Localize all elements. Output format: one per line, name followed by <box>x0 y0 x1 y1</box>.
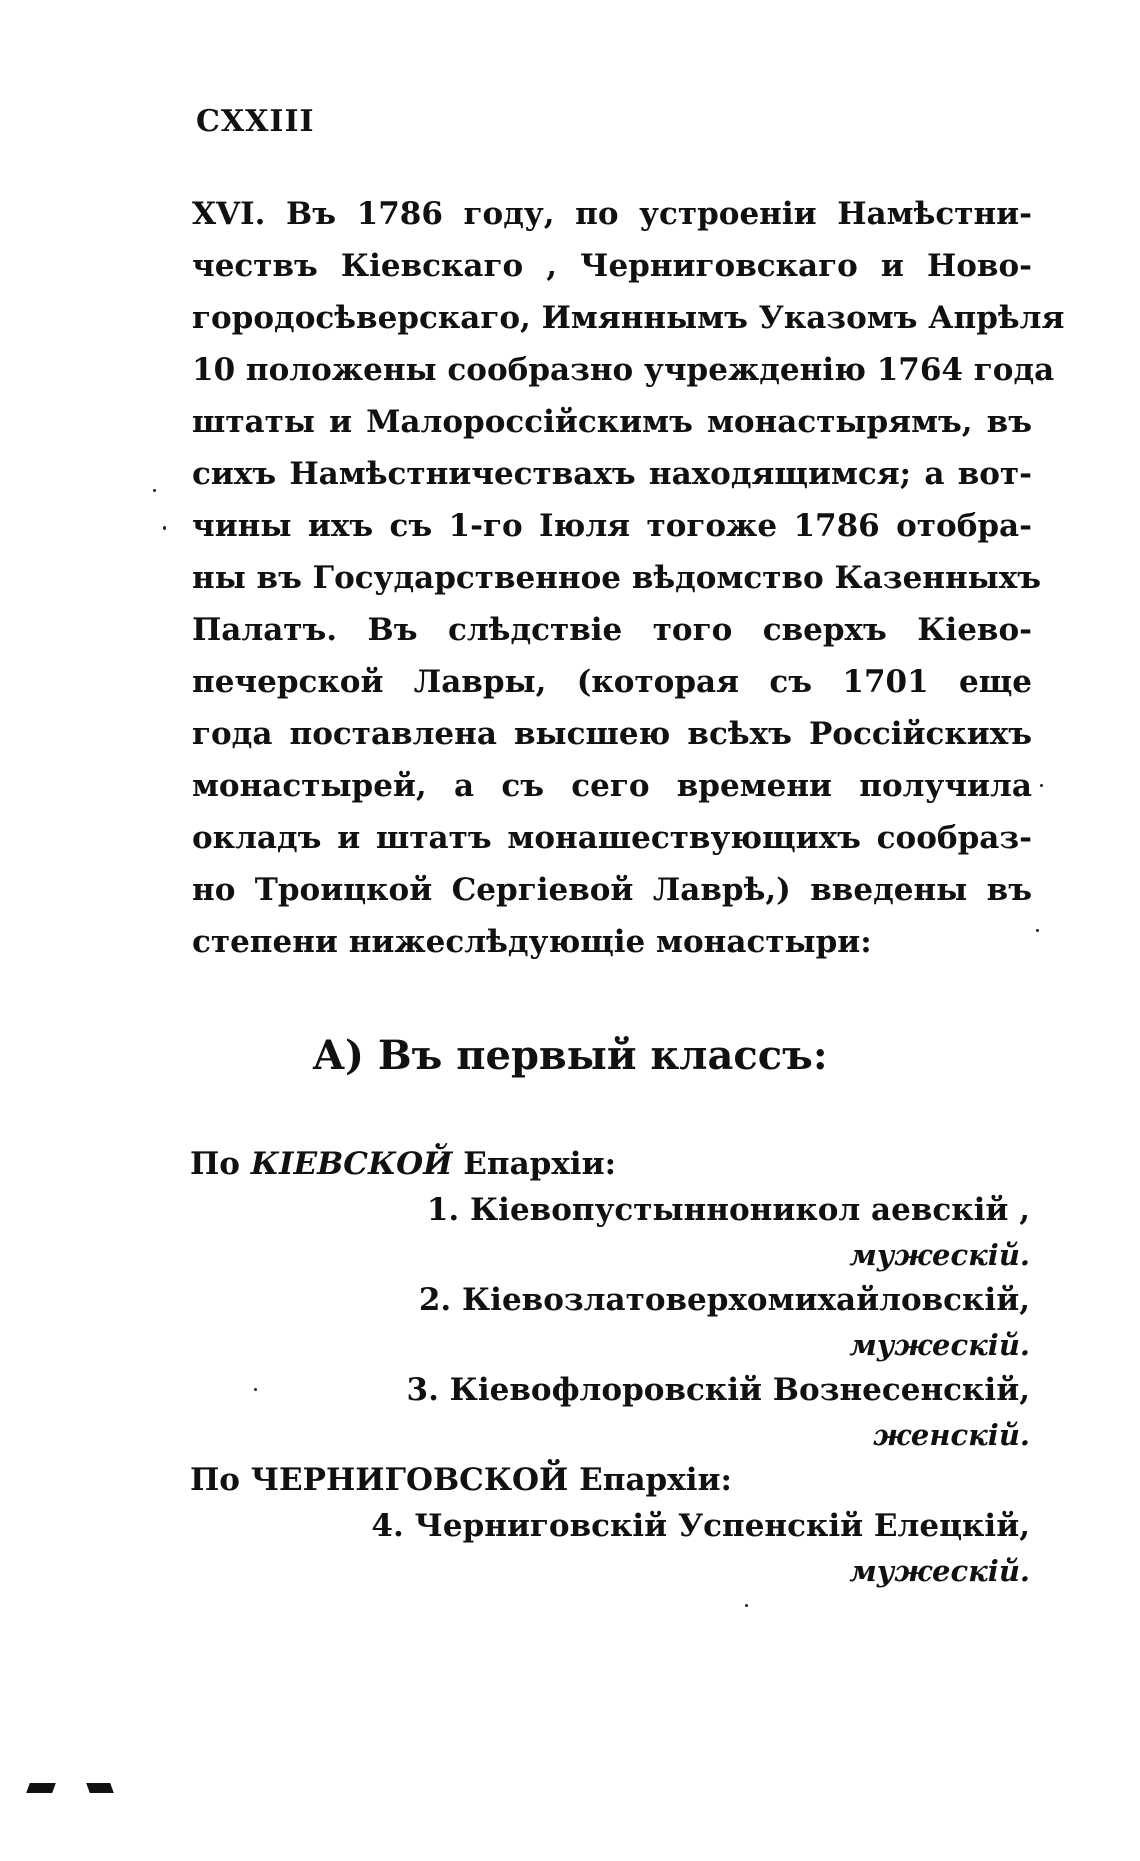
scan-speck <box>153 489 156 492</box>
scan-speck <box>1036 929 1039 932</box>
eparchy-heading-chernigov <box>190 1462 732 1498</box>
paragraph-line: степени нижеслѣдующіе монастыри: <box>192 924 872 960</box>
paragraph-line: окладъ и штатъ монашествующихъ сообраз- <box>192 820 1032 856</box>
monastery-gender: женскій. <box>873 1418 1030 1452</box>
eparchy-heading-kiev <box>190 1146 616 1182</box>
paragraph-line: монастырей, а съ сего времени получила <box>192 768 1032 804</box>
paragraph-line: Палатъ. Въ слѣдствіе того сверхъ Кіево- <box>192 612 1032 648</box>
scan-edge-mark <box>26 1783 56 1793</box>
monastery-name: 3. Кіевофлоровскій Вознесенскій, <box>406 1372 1030 1408</box>
eparchy-prefix: По <box>190 1146 251 1182</box>
paragraph-line: года поставлена высшею всѣхъ Россійскихъ <box>192 716 1032 752</box>
scan-edge-mark <box>86 1783 114 1793</box>
page-number: CXXIII <box>196 104 315 139</box>
monastery-gender: мужескій. <box>849 1328 1030 1362</box>
paragraph-line: XVI. Въ 1786 году, по устроеніи Намѣстни- <box>192 196 1032 232</box>
paragraph-line: печерской Лавры, (которая съ 1701 еще <box>192 664 1032 700</box>
monastery-name: 1. Кіевопустынноникол аевскій , <box>426 1192 1030 1228</box>
eparchy-prefix: По <box>190 1462 251 1498</box>
monastery-name: 4. Черниговскій Успенскій Елецкій, <box>371 1508 1030 1544</box>
monastery-gender: мужескій. <box>849 1238 1030 1272</box>
monastery-name: 2. Кіевозлатоверхомихайловскій, <box>418 1282 1030 1318</box>
paragraph-line: чествъ Кіевскаго , Черниговскаго и Ново- <box>192 248 1032 284</box>
paragraph-line: но Троицкой Сергіевой Лаврѣ,) введены въ <box>192 872 1032 908</box>
paragraph-line: 10 положены сообразно учрежденію 1764 года <box>192 352 1055 388</box>
eparchy-name: ЧЕРНИГОВСКОЙ <box>250 1462 569 1498</box>
section-heading: А) Въ первый классъ: <box>312 1032 828 1079</box>
scan-speck <box>745 1604 748 1607</box>
eparchy-suffix: Епархіи: <box>568 1462 732 1498</box>
scan-speck <box>254 1388 257 1391</box>
monastery-gender: мужескій. <box>849 1554 1030 1588</box>
eparchy-suffix: Епархіи: <box>452 1146 617 1182</box>
eparchy-name: КІЕВСКОЙ <box>250 1146 453 1182</box>
paragraph-line: штаты и Малороссійскимъ монастырямъ, въ <box>192 404 1032 440</box>
paragraph-line: чины ихъ съ 1-го Іюля тогоже 1786 отобра- <box>192 508 1032 544</box>
paragraph-line: городосѣверскаго, Имяннымъ Указомъ Апрѣля <box>192 300 1065 336</box>
scan-speck <box>1040 784 1043 787</box>
scan-speck <box>163 526 166 530</box>
paragraph-line: сихъ Намѣстничествахъ находящимся; а вот- <box>192 456 1032 492</box>
paragraph-line: ны въ Государственное вѣдомство Казенныхъ <box>192 560 1042 596</box>
